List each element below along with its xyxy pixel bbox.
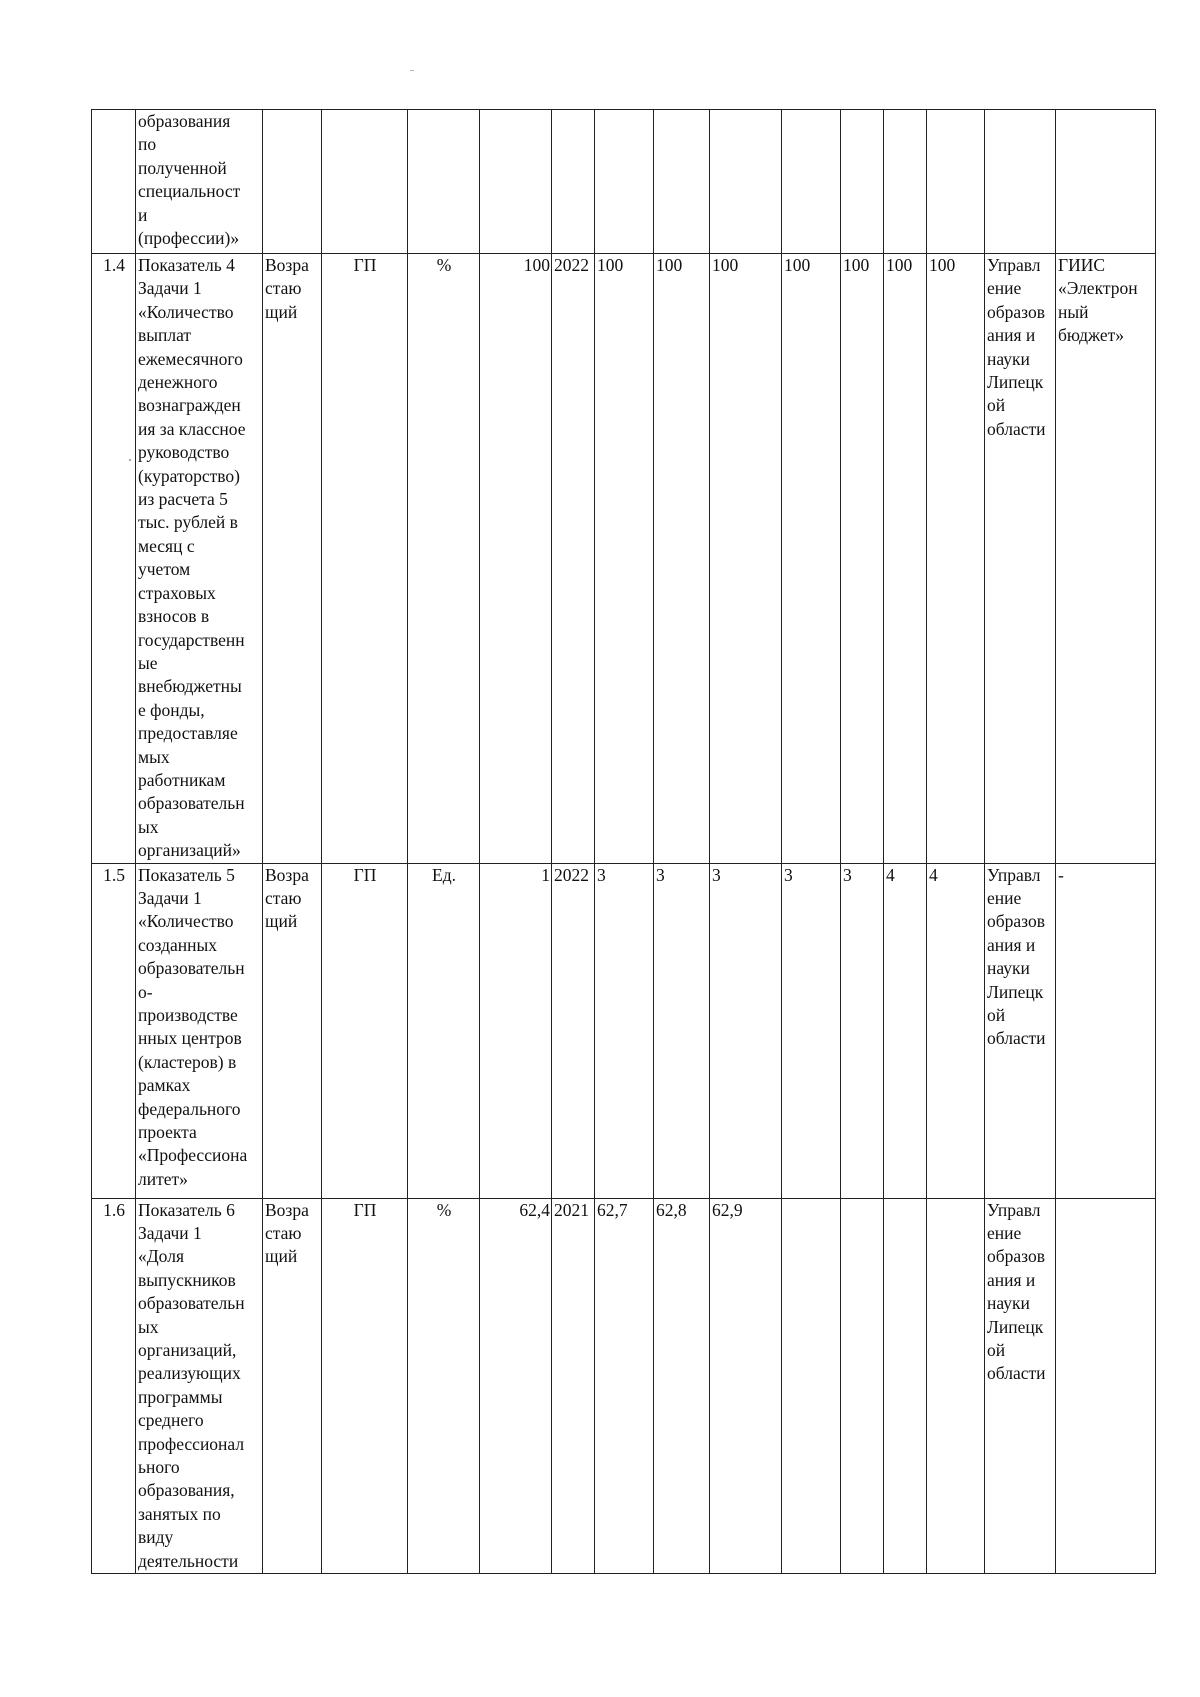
value-5: 100 — [841, 254, 884, 864]
value-2: 3 — [654, 863, 710, 1198]
responsible-body: Управл ение образов ания и науки Липецк ой области — [985, 254, 1056, 864]
base-year: 2022 — [552, 254, 595, 864]
value-6 — [884, 1198, 927, 1574]
indicator-name: образования по полученной специальност и (профессии)» — [136, 110, 263, 254]
indicator-direction — [263, 110, 322, 254]
base-value — [480, 110, 552, 254]
value-7 — [927, 1198, 985, 1574]
value-5 — [841, 1198, 884, 1574]
table-row — [92, 1198, 1156, 1574]
value-2 — [654, 110, 710, 254]
base-value: 100 — [480, 254, 552, 864]
value-6: 100 — [884, 254, 927, 864]
scan-artifact — [410, 70, 414, 71]
base-value: 1 — [480, 863, 552, 1198]
value-7: 100 — [927, 254, 985, 864]
value-4: 3 — [782, 863, 841, 1198]
value-3 — [710, 110, 782, 254]
value-1: 100 — [595, 254, 654, 864]
indicator-unit: % — [408, 254, 480, 864]
indicator-direction: Возра стаю щий — [263, 1198, 322, 1574]
value-6: 4 — [884, 863, 927, 1198]
value-4 — [782, 1198, 841, 1574]
value-1 — [595, 110, 654, 254]
row-number: 1.5 — [92, 863, 136, 1198]
indicator-direction: Возра стаю щий — [263, 254, 322, 864]
value-5: 3 — [841, 863, 884, 1198]
info-system: ГИИС «Электрон ный бюджет» — [1056, 254, 1156, 864]
base-year: 2021 — [552, 1198, 595, 1574]
info-system — [1056, 110, 1156, 254]
value-5 — [841, 110, 884, 254]
value-2: 100 — [654, 254, 710, 864]
base-value: 62,4 — [480, 1198, 552, 1574]
indicator-level: ГП — [322, 863, 408, 1198]
base-year: 2022 — [552, 863, 595, 1198]
value-3: 100 — [710, 254, 782, 864]
indicator-direction: Возра стаю щий — [263, 863, 322, 1198]
indicator-unit: % — [408, 1198, 480, 1574]
indicator-level — [322, 110, 408, 254]
value-6 — [884, 110, 927, 254]
base-year — [552, 110, 595, 254]
indicator-level: ГП — [322, 254, 408, 864]
info-system — [1056, 1198, 1156, 1574]
info-system: - — [1056, 863, 1156, 1198]
value-1: 62,7 — [595, 1198, 654, 1574]
value-4: 100 — [782, 254, 841, 864]
indicator-unit — [408, 110, 480, 254]
responsible-body: Управл ение образов ания и науки Липецк ой области — [985, 863, 1056, 1198]
indicator-level: ГП — [322, 1198, 408, 1574]
table-row — [92, 863, 1156, 1198]
indicator-name: Показатель 6 Задачи 1 «Доля выпускников образовательн ых организаций, реализующих программы среднего профессионал ьного образования, занятых по виду деятельности — [136, 1198, 263, 1574]
indicators-table — [91, 109, 1156, 1574]
value-3: 62,9 — [710, 1198, 782, 1574]
value-2: 62,8 — [654, 1198, 710, 1574]
indicator-name: Показатель 5 Задачи 1 «Количество созданных образовательн о- производстве нных центров (кластеров) в рамках федерального проекта «Профессиона литет» — [136, 863, 263, 1198]
value-7 — [927, 110, 985, 254]
row-number — [92, 110, 136, 254]
value-4 — [782, 110, 841, 254]
responsible-body — [985, 110, 1056, 254]
row-number: 1.6 — [92, 1198, 136, 1574]
responsible-body: Управл ение образов ания и науки Липецк ой области — [985, 1198, 1056, 1574]
value-1: 3 — [595, 863, 654, 1198]
indicator-unit: Ед. — [408, 863, 480, 1198]
indicator-name: Показатель 4 Задачи 1 «Количество выплат ежемесячного денежного вознагражден ия за классное руководство (кураторство) из расчета 5 тыс. рублей в месяц с учетом страховых взносов в государственн ые внебюджетны е фонды, предоставляе мых работникам образовательн ых организаций» — [136, 254, 263, 864]
value-7: 4 — [927, 863, 985, 1198]
value-3: 3 — [710, 863, 782, 1198]
table-row — [92, 110, 1156, 254]
row-number: 1.4 — [92, 254, 136, 864]
table-row — [92, 254, 1156, 864]
